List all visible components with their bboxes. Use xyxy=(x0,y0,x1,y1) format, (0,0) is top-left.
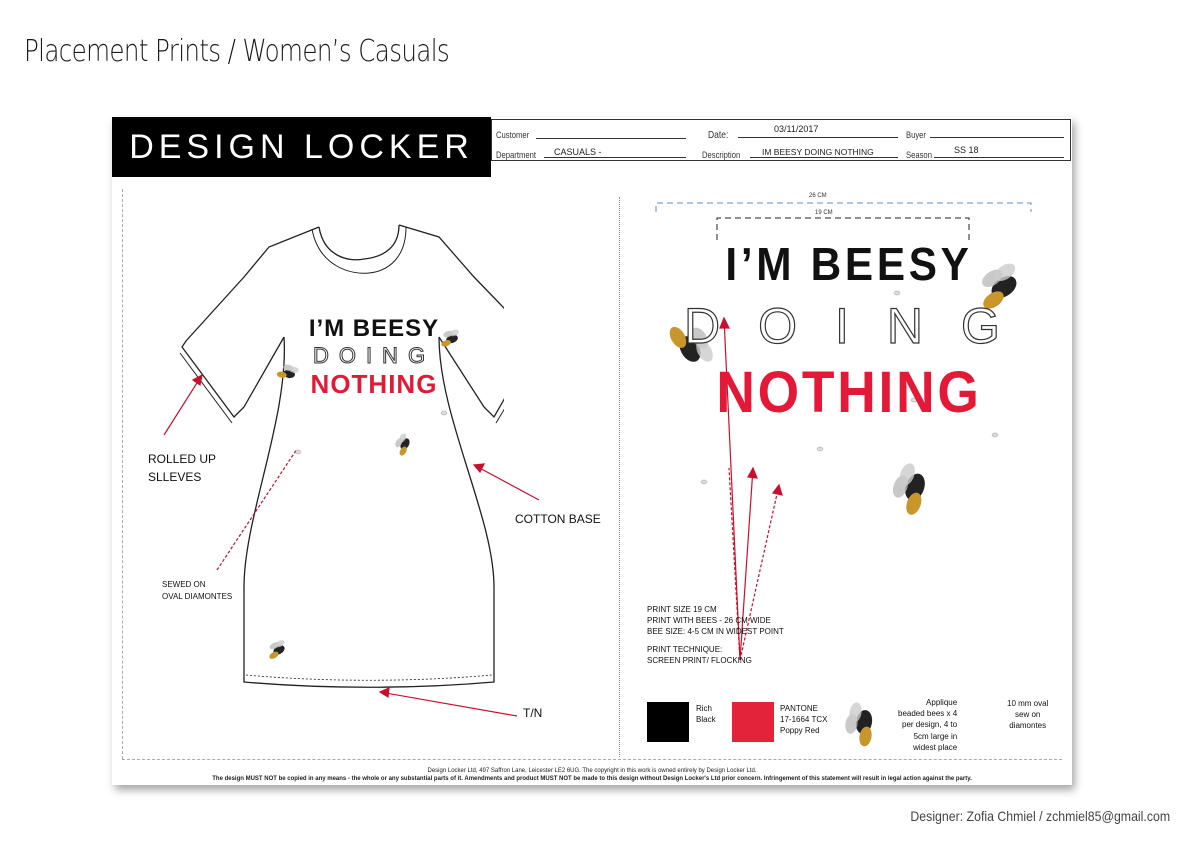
spec-bee-size: BEE SIZE: 4-5 CM IN WIDEST POINT xyxy=(647,626,784,636)
spec-technique-value: SCREEN PRINT/ FLOCKING xyxy=(647,656,752,666)
bee-icon xyxy=(886,460,933,516)
tshirt-print-line3: NOTHING xyxy=(310,369,438,399)
swatch-rich-black xyxy=(647,702,689,742)
bee-icon xyxy=(438,327,463,347)
print-spec xyxy=(647,605,784,667)
oval-note: 10 mm oval sew on diamontes xyxy=(1007,699,1049,731)
page-title: Placement Prints / Women’s Casuals xyxy=(24,34,450,69)
applique-note: Applique beaded bees x 4 per design, 4 to 5cm large in widest place xyxy=(898,698,958,752)
tn-label: T/N xyxy=(523,706,543,720)
department-value: CASUALS - xyxy=(554,147,602,157)
swatch-poppy-red-label: PANTONE 17-1664 TCX Poppy Red xyxy=(780,704,828,736)
tshirt-print-line1: I’M BEESY xyxy=(308,315,440,342)
footer-line1: Design Locker Ltd, 497 Saffron Lane, Leicester LE2 6UG. The copyright in this work is owned entirely by Design Locker Ltd. xyxy=(427,768,757,774)
season-value: SS 18 xyxy=(954,145,979,155)
tshirt-print-line2: DOING xyxy=(312,343,436,368)
date-label: Date: xyxy=(708,130,729,141)
department-label: Department xyxy=(496,150,536,160)
design-sheet xyxy=(112,117,1072,785)
spec-print-size: PRINT SIZE 19 CM xyxy=(647,605,717,614)
season-label: Season xyxy=(906,150,932,160)
footer-line2: The design MUST NOT be copied in any means - the whole or any substantial parts of it. Amendments and product MUST NOT be made to this design without Design Locker's Ltd prior concern. Infringement of this statement will result in legal action against the party. xyxy=(212,776,972,782)
artwork-print xyxy=(684,237,1038,426)
rolled-sleeves-label: ROLLED UP SLLEVES xyxy=(148,452,217,484)
bee-icon xyxy=(842,701,877,747)
measure-inner: 19 CM xyxy=(815,210,833,216)
design-locker-logo: DESIGN LOCKER xyxy=(112,117,491,177)
sewed-on-label: SEWED ON OVAL DIAMONTES xyxy=(162,580,233,601)
spec-print-with-bees: PRINT WITH BEES - 26 CM WIDE xyxy=(647,615,771,625)
designer-credit: Designer: Zofia Chmiel / zchmiel85@gmail.com xyxy=(910,808,1170,824)
bee-illustrations xyxy=(112,117,1072,785)
artwork-print-line3: NOTHING xyxy=(716,360,982,425)
artwork-print-line2: DOING xyxy=(684,298,1038,354)
artwork-print-line1: I’M BEESY xyxy=(725,238,973,290)
measure-outer: 26 CM xyxy=(809,193,827,199)
bee-icon xyxy=(276,363,299,380)
cotton-base-label: COTTON BASE xyxy=(515,512,601,526)
spec-technique-label: PRINT TECHNIQUE: xyxy=(647,645,723,655)
bee-icon xyxy=(391,432,414,457)
date-value: 03/11/2017 xyxy=(774,124,819,134)
description-value: IM BEESY DOING NOTHING xyxy=(762,147,874,157)
description-label: Description xyxy=(702,150,741,160)
swatch-rich-black-label: Rich Black xyxy=(696,704,716,725)
buyer-label: Buyer xyxy=(906,130,926,140)
customer-label: Customer xyxy=(496,130,530,140)
swatch-poppy-red xyxy=(732,702,774,742)
bee-icon xyxy=(264,638,289,661)
